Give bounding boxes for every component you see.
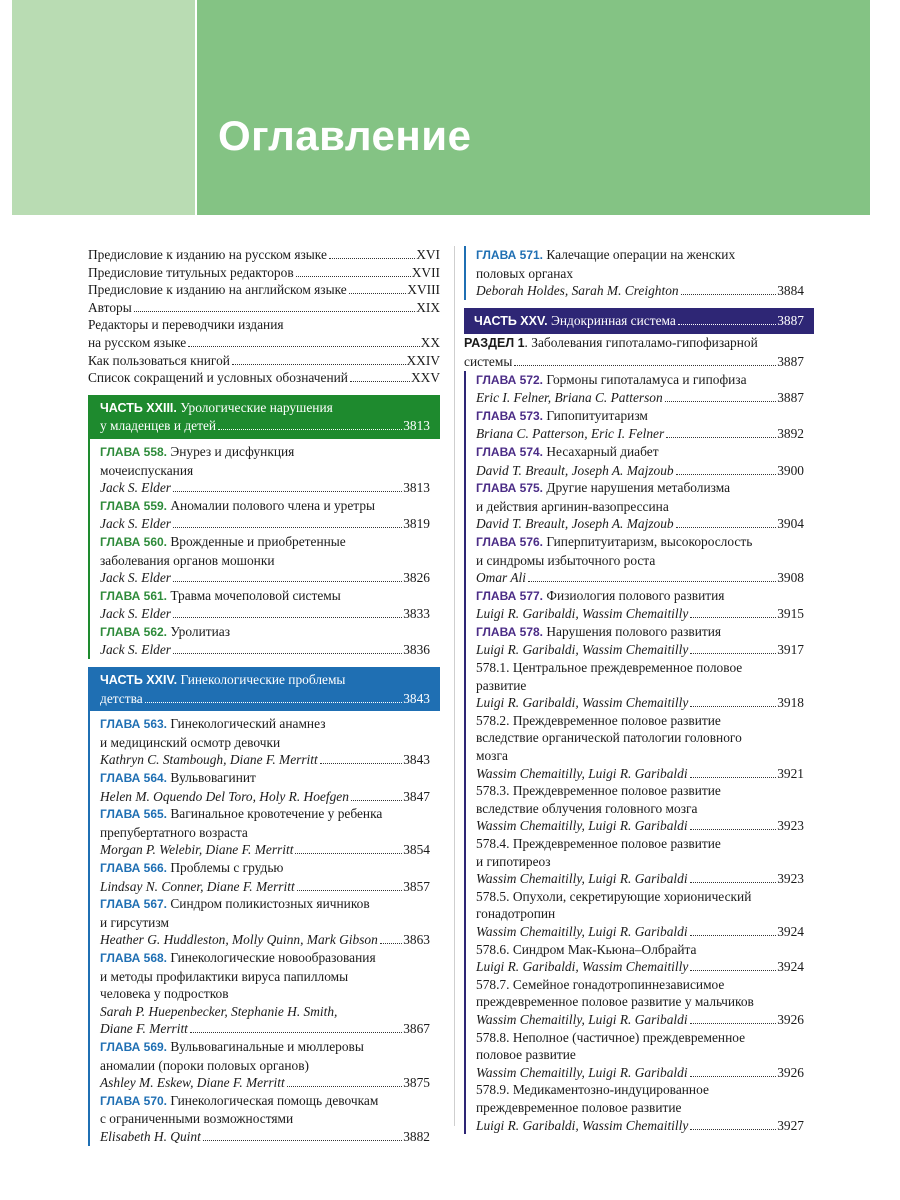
page-number: 3836: [403, 642, 430, 658]
part-xxiii-section: [88, 395, 440, 659]
page-number: 3819: [403, 516, 430, 532]
chapter-575[interactable]: ГЛАВА 575. Другие нарушения метаболизма и действия аргинин-вазопрессина David T. Breault, Joseph A. Majzoub 3904: [476, 480, 804, 532]
page-number: 3926: [777, 1064, 804, 1080]
page-number: 3927: [777, 1117, 804, 1133]
toc-entry[interactable]: Предисловие к изданию на русском языке XVI: [88, 247, 440, 262]
subsection-578-1[interactable]: 578.1. Центральное преждевременное половое развитие Luigi R. Garibaldi, Wassim Chemaitilly 3918: [476, 660, 804, 711]
page-number: 3900: [777, 462, 804, 478]
subsection-578-7[interactable]: 578.7. Семейное гонадотропиннезависимое преждевременное половое развитие у мальчиков Wassim Chemaitilly, Luigi R. Garibaldi 3926: [476, 976, 804, 1027]
chapter-566[interactable]: ГЛАВА 566. Проблемы с грудью Lindsay N. Conner, Diane F. Merritt 3857: [100, 860, 430, 894]
page-number: XXV: [410, 370, 440, 386]
page-number: 3867: [403, 1021, 430, 1037]
chapter-569[interactable]: ГЛАВА 569. Вульвовагинальные и мюллеровы аномалии (пороки половых органов) Ashley M. Eskew, Diane F. Merritt 3875: [100, 1038, 430, 1091]
chapter-558[interactable]: ГЛАВА 558. Энурез и дисфункция мочеиспускания Jack S. Elder 3813: [100, 443, 430, 496]
toc-entry[interactable]: Редакторы и переводчики издания на русском языке XX: [88, 317, 440, 350]
part-xxiv-header[interactable]: ЧАСТЬ XXIV. Гинекологические проблемы детства 3843: [90, 667, 440, 711]
page-number: XVI: [416, 247, 440, 262]
toc-entry[interactable]: Авторы XIX: [88, 299, 440, 315]
page-number: 3926: [777, 1011, 804, 1027]
column-divider: [454, 246, 455, 1126]
subsection-578-5[interactable]: 578.5. Опухоли, секретирующие хорионический гонадотропин Wassim Chemaitilly, Luigi R. Garibaldi 3924: [476, 888, 804, 939]
page-number: 3813: [403, 480, 430, 496]
page-number: 3887: [777, 353, 804, 369]
page-number: 3915: [777, 606, 804, 622]
chapter-565[interactable]: ГЛАВА 565. Вагинальное кровотечение у ребенка препубертатного возраста Morgan P. Welebir, Diane F. Merritt 3854: [100, 806, 430, 858]
chapter-568[interactable]: ГЛАВА 568. Гинекологические новообразования и методы профилактики вируса папилломы человека у подростков Sarah P. Huepenbecker, Stephanie H. Smith, Diane F. Merritt 3867: [100, 949, 430, 1037]
page-number: XXIV: [406, 352, 440, 368]
subsection-578-9[interactable]: 578.9. Медикаментозно-индуцированное преждевременное половое развитие Luigi R. Garibaldi, Wassim Chemaitilly 3927: [476, 1082, 804, 1133]
toc-entry[interactable]: Предисловие титульных редакторов XVII: [88, 264, 440, 280]
page-number: 3843: [403, 752, 430, 768]
subsection-578-8[interactable]: 578.8. Неполное (частичное) преждевременное половое развитие Wassim Chemaitilly, Luigi R. Garibaldi 3926: [476, 1029, 804, 1080]
chapter-559[interactable]: ГЛАВА 559. Аномалии полового члена и уретры Jack S. Elder 3819: [100, 497, 430, 532]
page-number: 3924: [777, 959, 804, 975]
page-number: 3875: [403, 1075, 430, 1091]
page-number: 3892: [777, 426, 804, 442]
page-number: 3908: [777, 570, 804, 586]
page-number: 3887: [777, 312, 804, 328]
subsection-578-6[interactable]: 578.6. Синдром Мак-Кьюна–Олбрайта Luigi R. Garibaldi, Wassim Chemaitilly 3924: [476, 941, 804, 975]
part-xxiii-header[interactable]: ЧАСТЬ XXIII. Урологические нарушения у младенцев и детей 3813: [90, 395, 440, 439]
toc-entry[interactable]: Предисловие к изданию на английском языке XVIII: [88, 282, 440, 298]
page-number: 3887: [777, 390, 804, 406]
subsection-578-2[interactable]: 578.2. Преждевременное половое развитие вследствие органической патологии головного мозга Wassim Chemaitilly, Luigi R. Garibaldi 3921: [476, 712, 804, 781]
page-number: 3884: [777, 283, 804, 299]
page-number: XIX: [416, 299, 440, 315]
page-number: 3863: [403, 932, 430, 948]
chapter-574[interactable]: ГЛАВА 574. Несахарный диабет David T. Breault, Joseph A. Majzoub 3900: [476, 443, 804, 478]
page-number: 3917: [777, 642, 804, 658]
chapter-572[interactable]: ГЛАВА 572. Гормоны гипоталамуса и гипофиза Eric I. Felner, Briana C. Patterson 3887: [476, 371, 804, 406]
part-xxv-header[interactable]: ЧАСТЬ XXV. Эндокринная система 3887: [464, 308, 814, 335]
page-number: 3923: [777, 871, 804, 887]
chapter-578[interactable]: ГЛАВА 578. Нарушения полового развития Luigi R. Garibaldi, Wassim Chemaitilly 3917: [476, 623, 804, 658]
page-number: 3813: [403, 418, 430, 434]
page-number: 3923: [777, 818, 804, 834]
chapter-570[interactable]: ГЛАВА 570. Гинекологическая помощь девочкам с ограниченными возможностями Elisabeth H. Quint 3882: [100, 1092, 430, 1144]
chapter-576[interactable]: ГЛАВА 576. Гиперпитуитаризм, высокорослость и синдромы избыточного роста Omar Ali 3908: [476, 533, 804, 586]
page-number: 3843: [403, 690, 430, 706]
chapter-573[interactable]: ГЛАВА 573. Гипопитуитаризм Briana C. Patterson, Eric I. Felner 3892: [476, 407, 804, 442]
page-number: 3904: [777, 516, 804, 532]
page-number: 3882: [403, 1128, 430, 1144]
chapter-564[interactable]: ГЛАВА 564. Вульвовагинит Helen M. Oquendo Del Toro, Holy R. Hoefgen 3847: [100, 770, 430, 804]
subsection-578-4[interactable]: 578.4. Преждевременное половое развитие и гипотиреоз Wassim Chemaitilly, Luigi R. Garibaldi 3923: [476, 836, 804, 887]
chapter-577[interactable]: ГЛАВА 577. Физиология полового развития Luigi R. Garibaldi, Wassim Chemaitilly 3915: [476, 587, 804, 622]
subsection-578-3[interactable]: 578.3. Преждевременное половое развитие вследствие облучения головного мозга Wassim Chemaitilly, Luigi R. Garibaldi 3923: [476, 783, 804, 834]
page-number: XVII: [411, 264, 440, 280]
page-number: 3826: [403, 570, 430, 586]
chapter-560[interactable]: ГЛАВА 560. Врожденные и приобретенные заболевания органов мошонки Jack S. Elder 3826: [100, 533, 430, 586]
part-xxiv-continued: [464, 246, 814, 300]
header-band-light: [12, 0, 195, 215]
page-number: 3854: [403, 842, 430, 858]
page-number: 3918: [777, 695, 804, 711]
page-number: 3833: [403, 606, 430, 622]
header-band: [197, 0, 870, 215]
part-xxv-section: [464, 371, 814, 1135]
toc-entry[interactable]: Список сокращений и условных обозначений XXV: [88, 370, 440, 386]
page-title: Оглавление: [218, 112, 472, 159]
page-number: 3847: [403, 788, 430, 804]
page-number: 3924: [777, 923, 804, 939]
chapter-562[interactable]: ГЛАВА 562. Уролитиаз Jack S. Elder 3836: [100, 623, 430, 658]
chapter-567[interactable]: ГЛАВА 567. Синдром поликистозных яичников и гирсутизм Heather G. Huddleston, Molly Quinn, Mark Gibson 3863: [100, 896, 430, 948]
chapter-571[interactable]: ГЛАВА 571. Калечащие операции на женских половых органах Deborah Holdes, Sarah M. Creighton 3884: [476, 247, 804, 299]
page-number: 3921: [777, 765, 804, 781]
page-number: XX: [420, 334, 440, 350]
page-number: 3857: [403, 878, 430, 894]
chapter-561[interactable]: ГЛАВА 561. Травма мочеполовой системы Jack S. Elder 3833: [100, 587, 430, 622]
front-matter-list: [88, 246, 440, 387]
section-1[interactable]: РАЗДЕЛ 1 . Заболевания гипоталамо-гипофизарной системы 3887: [464, 335, 804, 369]
page-number: XVIII: [407, 282, 440, 298]
toc-right-column: [464, 246, 814, 1134]
toc-entry[interactable]: Как пользоваться книгой XXIV: [88, 352, 440, 368]
toc-left-column: [88, 246, 440, 1146]
part-xxiv-section: [88, 667, 440, 1145]
chapter-563[interactable]: ГЛАВА 563. Гинекологический анамнез и медицинский осмотр девочки Kathryn C. Stambough, Diane F. Merritt 3843: [100, 716, 430, 768]
